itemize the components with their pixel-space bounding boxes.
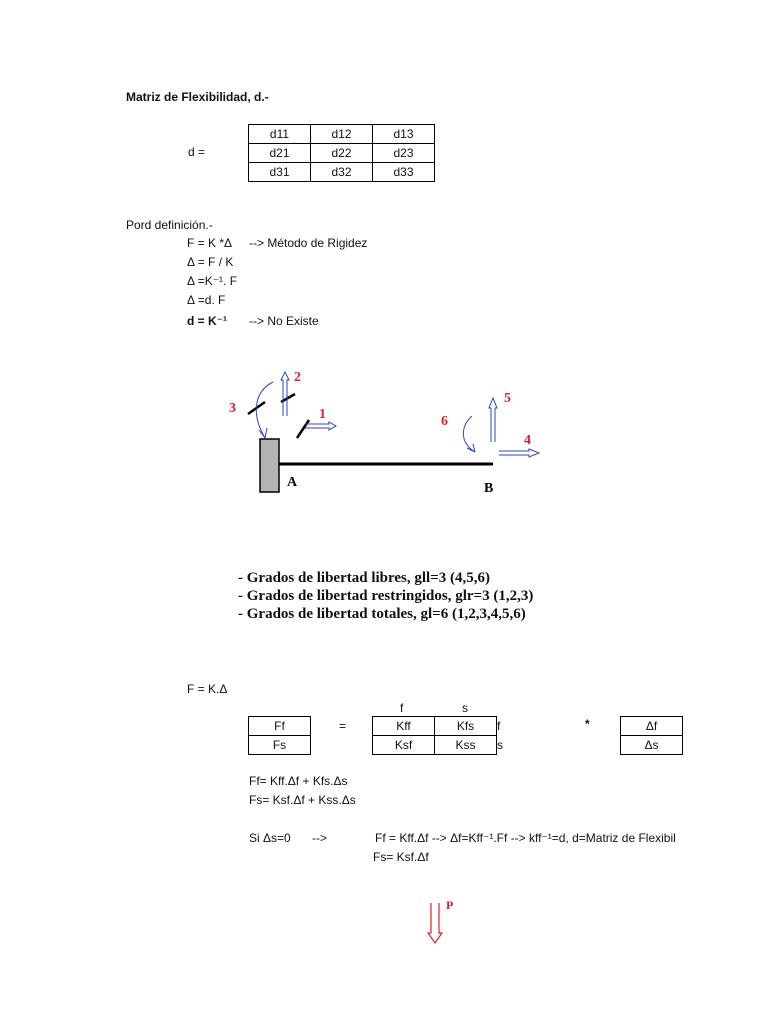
def-note-1: --> Método de Rigidez (249, 236, 368, 250)
fixed-support (260, 439, 279, 492)
disp-ds-cell: Δs (621, 736, 683, 755)
equation-ff: Ff= Kff.Δf + Kfs.Δs (249, 774, 348, 788)
matrix-row (249, 125, 435, 144)
partition-equation: F = K.Δ (187, 682, 228, 696)
free-end-label-b: B (484, 481, 494, 496)
dof-4-arrow (499, 449, 539, 457)
dof-3-arrow (256, 382, 273, 438)
k-sf-cell: Ksf (373, 736, 435, 755)
dof-number-5: 5 (504, 391, 511, 406)
def-eq-4: Δ =d. F (187, 293, 226, 307)
def-eq-2: Δ = F / K (187, 255, 234, 269)
load-label-p: P (446, 898, 454, 912)
condition-arrow: --> (312, 831, 327, 845)
dof-restricted-line: - Grados de libertad restringidos, glr=3 (1,2,3) (238, 588, 534, 604)
matrix-cell: d33 (373, 163, 435, 182)
equation-fs: Fs= Ksf.Δf + Kss.Δs (249, 793, 356, 807)
k-ss-cell: Kss (435, 736, 497, 755)
tick-1 (297, 420, 309, 438)
matrix-cell: d22 (311, 144, 373, 163)
k-fs-cell: Kfs (435, 717, 497, 736)
def-eq-5: d = K⁻¹ (187, 314, 228, 328)
condition-line-2: Fs= Ksf.Δf (373, 850, 429, 864)
dof-number-2: 2 (294, 370, 301, 385)
def-note-5: --> No Existe (249, 314, 319, 328)
matrix-cell: d21 (249, 144, 311, 163)
load-arrow (428, 903, 442, 943)
matrix-row (249, 163, 435, 182)
def-eq-1: F = K *Δ (187, 236, 233, 250)
row-tag-f: f (497, 719, 501, 733)
row-tag-s: s (497, 738, 503, 752)
dof-1-arrow (305, 422, 336, 430)
dof-6-arrow (463, 416, 475, 452)
col-header-s: s (462, 701, 468, 715)
stiffness-matrix-table (372, 716, 497, 755)
equals-sign: = (339, 719, 347, 733)
flexibility-matrix-table (248, 124, 435, 182)
page-title: Matriz de Flexibilidad, d.- (126, 90, 269, 104)
k-ff-cell: Kff (373, 717, 435, 736)
matrix-row (249, 144, 435, 163)
force-fs-cell: Fs (249, 736, 311, 755)
dof-2-arrow (281, 372, 289, 416)
dof-number-1: 1 (319, 407, 326, 422)
disp-df-cell: Δf (621, 717, 683, 736)
displacement-vector-table (620, 716, 683, 755)
dof-total-line: - Grados de libertad totales, gl=6 (1,2,3,4,5,6) (238, 606, 526, 622)
definition-heading: Pord definición.- (126, 218, 213, 232)
force-vector-table (248, 716, 311, 755)
condition-if: Si Δs=0 (249, 831, 291, 845)
matrix-cell: d31 (249, 163, 311, 182)
cantilever-beam-figure (215, 360, 555, 505)
col-header-f: f (400, 701, 404, 715)
matrix-d-label: d = (188, 145, 206, 159)
matrix-cell: d13 (373, 125, 435, 144)
load-p-figure (420, 895, 460, 947)
dof-5-arrow (489, 398, 497, 442)
dof-number-4: 4 (524, 433, 531, 448)
matrix-cell: d32 (311, 163, 373, 182)
dof-number-6: 6 (441, 414, 448, 429)
times-sign: * (585, 717, 590, 731)
matrix-cell: d23 (373, 144, 435, 163)
matrix-cell: d11 (249, 125, 311, 144)
dof-free-line: - Grados de libertad libres, gll=3 (4,5,6) (238, 570, 491, 586)
dof-number-3: 3 (229, 401, 236, 416)
condition-line-1: Ff = Kff.Δf --> Δf=Kff⁻¹.Ff --> kff⁻¹=d, d=Matriz de Flexibil (375, 831, 676, 845)
matrix-cell: d12 (311, 125, 373, 144)
def-eq-3: Δ =K⁻¹. F (187, 274, 238, 288)
support-label-a: A (287, 475, 298, 490)
force-ff-cell: Ff (249, 717, 311, 736)
